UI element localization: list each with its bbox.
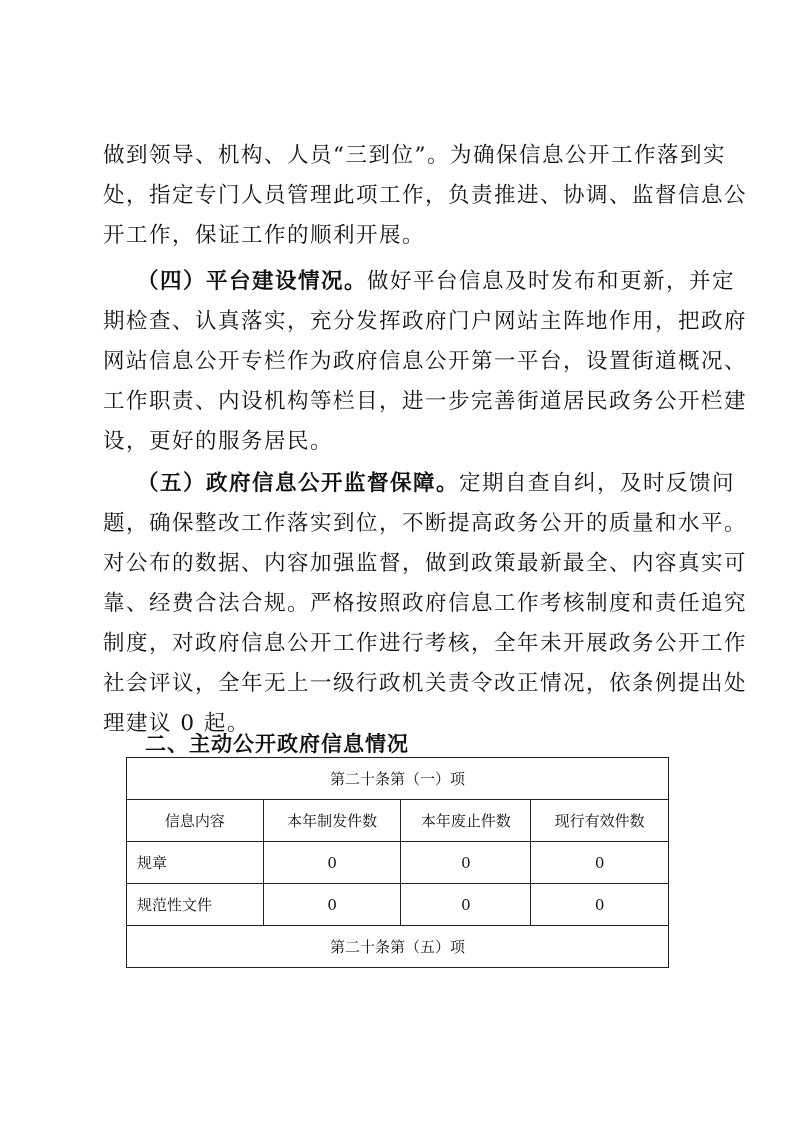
table-cell: 0 xyxy=(263,842,401,884)
table-header-cell: 信息内容 xyxy=(127,800,264,842)
table-cell: 0 xyxy=(263,884,401,926)
table-cell: 0 xyxy=(401,884,531,926)
text-line: 设，更好的服务居民。 xyxy=(103,429,334,454)
paragraph-supervision xyxy=(103,464,748,744)
paragraph-staffing xyxy=(103,136,748,256)
text-line: 处，指定专门人员管理此项工作，负责推进、协调、监督信息公 xyxy=(103,183,748,208)
text-line: 做到领导、机构、人员“三到位”。为确保信息公开工作落到实 xyxy=(103,143,726,168)
table-section-title: 第二十条第（五）项 xyxy=(127,926,669,968)
paragraph-heading: （四）平台建设情况。 xyxy=(137,269,368,294)
table-header-cell: 本年废止件数 xyxy=(401,800,531,842)
table-cell: 0 xyxy=(401,842,531,884)
section-heading: 二、主动公开政府信息情况 xyxy=(145,732,409,756)
paragraph-platform xyxy=(103,262,748,462)
table-header-row xyxy=(127,800,669,842)
text-line xyxy=(103,464,736,504)
table-row xyxy=(127,884,669,926)
disclosure-table xyxy=(126,757,669,968)
table-section-row xyxy=(127,758,669,800)
table-cell: 0 xyxy=(531,842,669,884)
text-line xyxy=(103,262,736,302)
table-cell: 规章 xyxy=(127,842,264,884)
text-line: 社会评议，全年无上一级行政机关责令改正情况，依条例提出处 xyxy=(103,671,748,696)
paragraph-heading: （五）政府信息公开监督保障。 xyxy=(137,471,460,496)
text-run: 定期自查自纠，及时反馈问 xyxy=(459,471,736,496)
table-cell: 规范性文件 xyxy=(127,884,264,926)
table-header-cell: 现行有效件数 xyxy=(531,800,669,842)
text-line: 题，确保整改工作落实到位，不断提高政务公开的质量和水平。 xyxy=(103,511,748,536)
text-line: 对公布的数据、内容加强监督，做到政策最新最全、内容真实可 xyxy=(103,551,748,576)
table-section-title: 第二十条第（一）项 xyxy=(127,758,669,800)
text-line: 期检查、认真落实，充分发挥政府门户网站主阵地作用，把政府 xyxy=(103,309,748,334)
table-cell: 0 xyxy=(531,884,669,926)
text-line: 网站信息公开专栏作为政府信息公开第一平台，设置街道概况、 xyxy=(103,349,748,374)
text-line: 开工作，保证工作的顺利开展。 xyxy=(103,223,426,248)
text-line: 理建议 0 起。 xyxy=(103,711,250,736)
text-line: 制度，对政府信息公开工作进行考核，全年未开展政务公开工作 xyxy=(103,631,748,656)
table-section-row xyxy=(127,926,669,968)
text-run: 做好平台信息及时发布和更新，并定 xyxy=(367,269,736,294)
text-line: 靠、经费合法合规。严格按照政府信息工作考核制度和责任追究 xyxy=(103,591,748,616)
table-row xyxy=(127,842,669,884)
table-header-cell: 本年制发件数 xyxy=(263,800,401,842)
text-line: 工作职责、内设机构等栏目，进一步完善街道居民政务公开栏建 xyxy=(103,389,748,414)
